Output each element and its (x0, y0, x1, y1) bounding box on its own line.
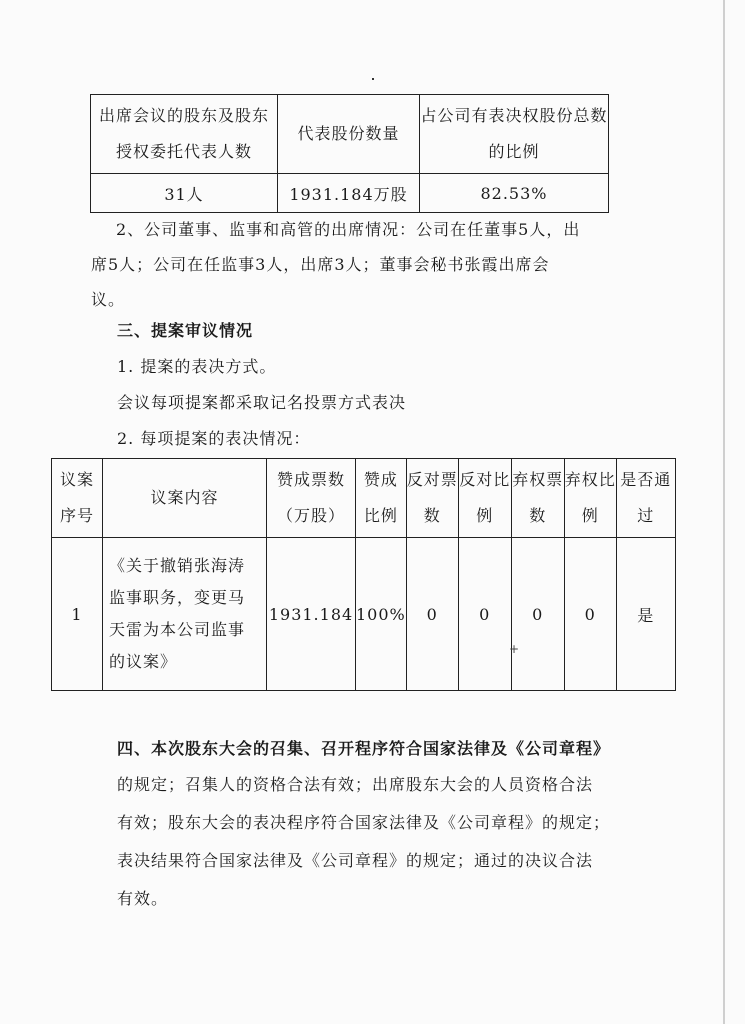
section4-line1: 四、本次股东大会的召集、召开程序符合国家法律及《公司章程》 (117, 739, 611, 758)
section2-line1: 2、公司董事、监事和高管的出席情况：公司在任董事5人，出 (116, 220, 581, 239)
vote-table-row (52, 538, 676, 691)
section2-line2: 席5人；公司在任监事3人，出席3人；董事会秘书张霞出席会 (91, 255, 550, 274)
vote-cell-abstain-votes: 0 (511, 538, 564, 691)
attendance-header-shareholders: 出席会议的股东及股东授权委托代表人数 (91, 95, 278, 174)
attendance-value-shares: 1931.184万股 (278, 174, 420, 213)
section4-line4: 表决结果符合国家法律及《公司章程》的规定；通过的决议合法 (117, 851, 594, 870)
scan-edge (723, 0, 725, 1024)
vote-cell-oppose-ratio: 0 (458, 538, 511, 691)
section3-item1-text: 会议每项提案都采取记名投票方式表决 (117, 393, 407, 412)
vote-cell-approve-votes: 1931.184 (267, 538, 356, 691)
attendance-value-ratio: 82.53% (420, 174, 609, 213)
vote-header-approve-ratio: 赞成比例 (356, 459, 407, 538)
vote-header-abstain-votes: 弃权票数 (511, 459, 564, 538)
vote-cell-abstain-ratio: 0 (564, 538, 616, 691)
section3-item1: 1. 提案的表决方式。 (117, 357, 277, 376)
vote-cell-no: 1 (52, 538, 103, 691)
vote-header-abstain-ratio: 弃权比例 (564, 459, 616, 538)
vote-cell-oppose-votes: 0 (406, 538, 458, 691)
section3-heading: 三、提案审议情况 (117, 321, 254, 340)
section4-line3: 有效；股东大会的表决程序符合国家法律及《公司章程》的规定； (117, 813, 611, 832)
scan-mark-plus: + (509, 642, 520, 656)
vote-header-passed: 是否通过 (616, 459, 675, 538)
vote-header-content: 议案内容 (103, 459, 267, 538)
vote-cell-passed: 是 (616, 538, 675, 691)
attendance-header-ratio: 占公司有表决权股份总数的比例 (420, 95, 609, 174)
vote-header-no: 议案序号 (52, 459, 103, 538)
vote-header-oppose-ratio: 反对比例 (458, 459, 511, 538)
section4-line5: 有效。 (117, 889, 169, 908)
vote-header-approve-votes: 赞成票数（万股） (267, 459, 356, 538)
attendance-header-shares: 代表股份数量 (278, 95, 420, 174)
vote-cell-approve-ratio: 100% (356, 538, 407, 691)
vote-cell-content: 《关于撤销张海涛监事职务，变更马天雷为本公司监事的议案》 (103, 538, 267, 691)
section3-item2: 2. 每项提案的表决情况： (117, 429, 311, 448)
attendance-table (90, 94, 609, 213)
vote-header-oppose-votes: 反对票数 (406, 459, 458, 538)
scan-mark (372, 78, 374, 80)
section4-line2: 的规定；召集人的资格合法有效；出席股东大会的人员资格合法 (117, 775, 594, 794)
vote-table (51, 458, 676, 691)
attendance-value-shareholders: 31人 (91, 174, 278, 213)
section2-line3: 议。 (91, 290, 126, 309)
